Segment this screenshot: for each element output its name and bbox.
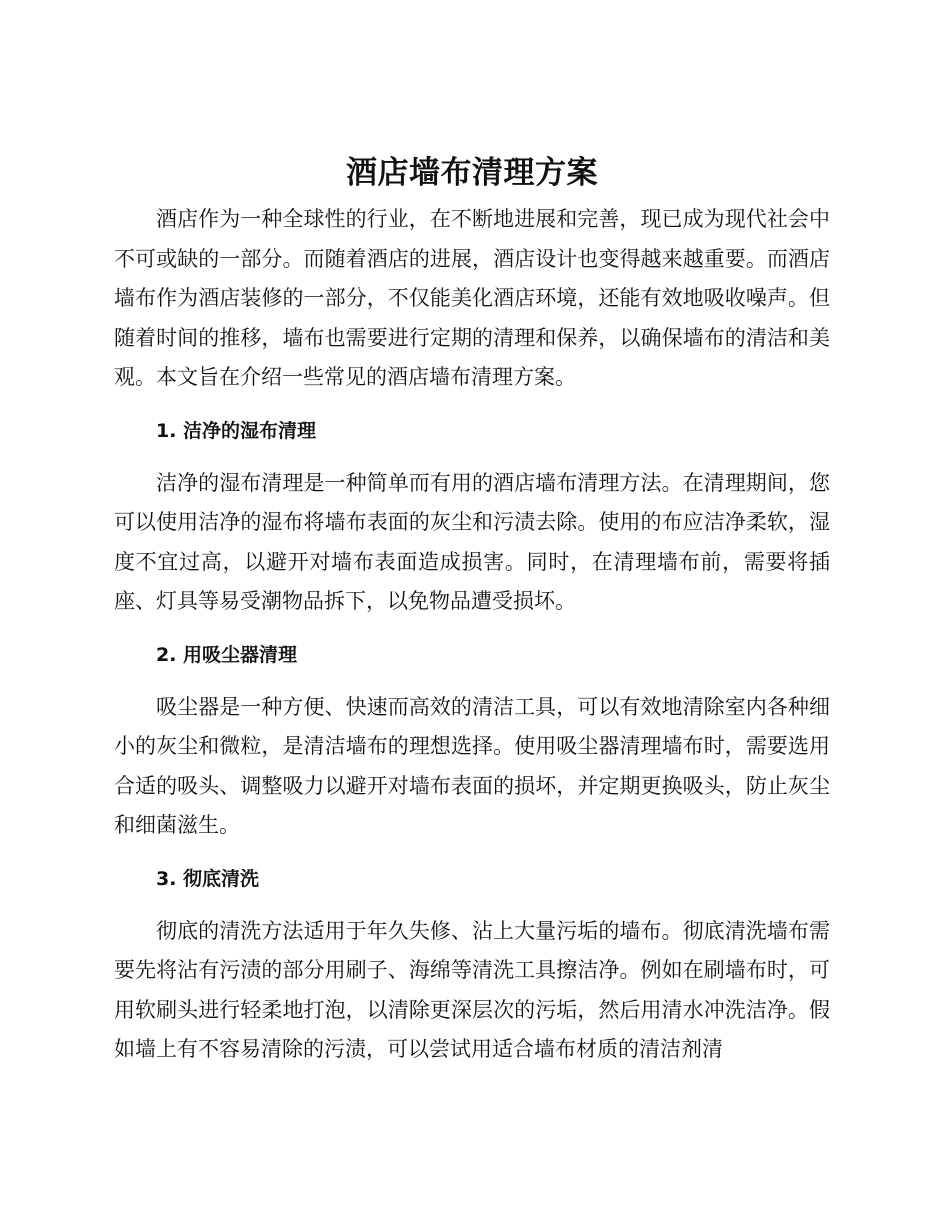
section-heading-wet-cloth: 1. 洁净的湿布清理 (156, 419, 317, 442)
section-body-wet-cloth: 洁净的湿布清理是一种简单而有用的酒店墙布清理方法。在清理期间，您可以使用洁净的湿布将墙布表面的灰尘和污渍去除。使用的布应洁净柔软，湿度不宜过高，以避开对墙布表面造成损害。同时，在清理墙布前，需要将插座、灯具等易受潮物品拆下，以免物品遭受损坏。 (114, 470, 830, 613)
document-title: 酒店墙布清理方案 (346, 155, 598, 191)
section-body-deep-wash: 彻底的清洗方法适用于年久失修、沾上大量污垢的墙布。彻底清洗墙布需要先将沾有污渍的部分用刷子、海绵等清洗工具擦洁净。例如在刷墙布时，可用软刷头进行轻柔地打泡，以清除更深层次的污垢，然后用清水冲洗洁净。假如墙上有不容易清除的污渍，可以尝试用适合墙布材质的清洁剂清 (114, 918, 830, 1061)
intro-paragraph: 酒店作为一种全球性的行业，在不断地进展和完善，现已成为现代社会中不可或缺的一部分。而随着酒店的进展，酒店设计也变得越来越重要。而酒店墙布作为酒店装修的一部分，不仅能美化酒店环境，还能有效地吸收噪声。但随着时间的推移，墙布也需要进行定期的清理和保养，以确保墙布的清洁和美观。本文旨在介绍一些常见的酒店墙布清理方案。 (114, 207, 830, 389)
section-body-vacuum: 吸尘器是一种方便、快速而高效的清洁工具，可以有效地清除室内各种细小的灰尘和微粒，是清洁墙布的理想选择。使用吸尘器清理墙布时，需要选用合适的吸头、调整吸力以避开对墙布表面的损坏，并定期更换吸头，防止灰尘和细菌滋生。 (114, 694, 830, 837)
section-heading-deep-wash: 3. 彻底清洗 (156, 867, 260, 890)
section-heading-vacuum: 2. 用吸尘器清理 (156, 643, 298, 666)
document-page (114, 150, 830, 1070)
